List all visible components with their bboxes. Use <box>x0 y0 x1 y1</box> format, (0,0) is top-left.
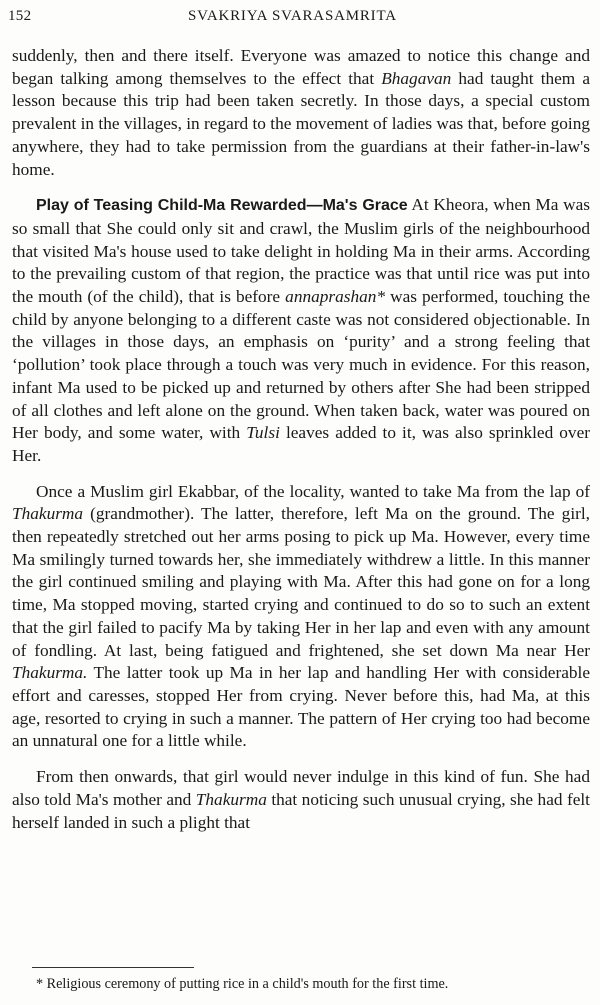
body-text <box>12 45 590 834</box>
italic-term: Thakurma <box>195 789 267 809</box>
footnote-divider <box>32 967 194 968</box>
text-run: had taught them a lesson because this trip had been taken secretly. In those days, a special custom prevalent in the villages, in regard to the movement of ladies was that, before going anywhere, they had to take permission from the guardians at their father-in-law's home. <box>12 68 590 179</box>
text-run: From then onwards, that girl would never indulge in this kind of fun. She had also told Ma's mother and <box>12 767 590 809</box>
italic-term: Thakurma. <box>12 663 88 683</box>
page-number: 152 <box>8 8 32 24</box>
text-run: was performed, touching the child by anyone belonging to a different caste was not considered objectionable. In the villages in those days, an emphasis on ‘purity’ and a strong feeling that ‘pollution’ took place through a touch was very much in evidence. For this reason, infant Ma used to be picked up and returned by others after She had been stripped of all clothes and left alone on the ground. When taken back, water was poured on Her body, and some water, with <box>12 287 590 443</box>
footnote: * Religious ceremony of putting rice in a child's mouth for the first time. <box>36 976 449 992</box>
paragraph-4 <box>12 766 590 834</box>
text-run: The latter took up Ma in her lap and handling Her with considerable effort and caresses, stopped Her from crying. Never before this, had Ma, at this age, resorted to crying in such a manner. The pattern of Her crying too had become an unnatural one for a little while. <box>12 663 590 751</box>
text-run: Once a Muslim girl Ekabbar, of the locality, wanted to take Ma from the lap of <box>36 481 590 501</box>
text-run: At Kheora, when Ma was so small that She could only sit and crawl, the Muslim girls of the neighbourhood that visited Ma's house used to take delight in holding Ma in their arms. According to the prevailing custom of that region, the practice was that until rice was put into the mouth (of the child), that is before <box>12 195 590 307</box>
text-run: suddenly, then and there itself. Everyone was amazed to notice this change and began talking among themselves to the effect that <box>12 46 590 88</box>
paragraph-1 <box>12 45 590 181</box>
text-run: (grandmother). The latter, therefore, left Ma on the ground. The girl, then repeatedly stretched out her arms posing to pick up Ma. However, every time Ma smilingly turned towards her, she immediately withdrew a little. In this manner the girl continued smiling and playing with Ma. After this had gone on for a long time, Ma stopped moving, started crying and continued to do so to such an extent that the girl failed to pacify Ma by taking Her in her lap and even with any amount of fondling. At last, being fatigued and frightened, she set down Ma near Her <box>12 504 590 660</box>
italic-term: Bhagavan <box>381 68 452 88</box>
text-run: leaves added to it, was also sprinkled over Her. <box>12 423 590 465</box>
italic-term: Thakurma <box>12 504 84 524</box>
running-head <box>8 8 586 30</box>
italic-term: annaprashan* <box>285 287 386 307</box>
running-title: SVAKRIYA SVARASAMRITA <box>188 8 397 24</box>
italic-term: Tulsi <box>246 423 280 443</box>
text-run: that noticing such unusual crying, she had felt herself landed in such a plight that <box>12 789 590 832</box>
paragraph-3 <box>12 481 590 753</box>
section-heading: Play of Teasing Child-Ma Rewarded—Ma's Grace <box>36 197 408 215</box>
paragraph-2 <box>12 194 590 467</box>
